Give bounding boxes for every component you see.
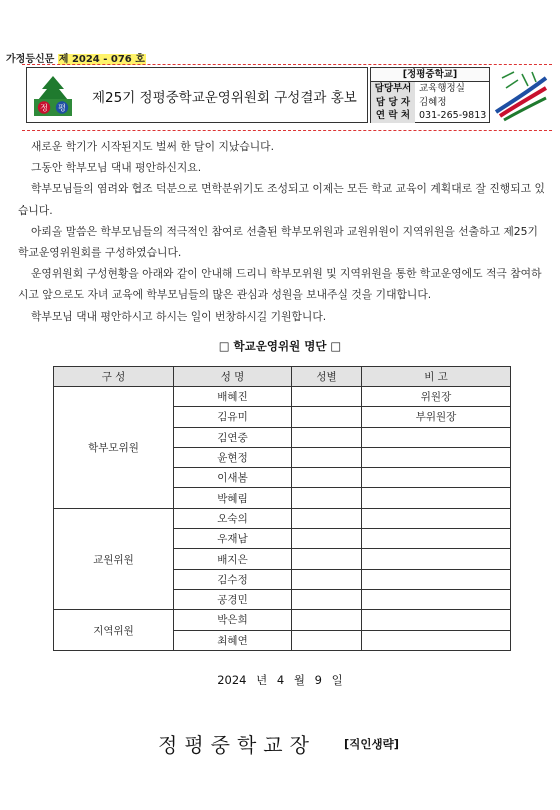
logo-char-left: 정	[40, 103, 48, 113]
logo-char-right: 평	[58, 103, 66, 113]
doc-number	[6, 50, 146, 65]
info-school: [정평중학교]	[371, 68, 489, 82]
member-name: 김유미	[174, 407, 292, 427]
member-name: 김연중	[174, 427, 292, 447]
member-note	[362, 630, 511, 650]
info-box	[370, 67, 490, 123]
info-label: 담당부서	[371, 82, 415, 96]
table-row	[54, 610, 511, 630]
table-row	[54, 387, 511, 407]
group-cell: 교원위원	[54, 508, 174, 609]
issue-date: 2024 년 4 월 9 일	[217, 673, 343, 687]
member-name: 이새봄	[174, 468, 292, 488]
member-note	[362, 589, 511, 609]
member-note	[362, 447, 511, 467]
paragraph: 그동안 학부모님 댁내 평안하신지요.	[31, 161, 202, 175]
member-gender	[292, 610, 362, 630]
member-gender	[292, 630, 362, 650]
emblem-icon	[492, 66, 550, 124]
info-label: 연 락 처	[371, 109, 415, 123]
info-row	[371, 82, 489, 96]
member-note	[362, 427, 511, 447]
member-note	[362, 529, 511, 549]
info-row	[371, 96, 489, 110]
paragraph: 새로운 학기가 시작된지도 벌써 한 달이 지났습니다.	[31, 140, 275, 153]
member-note: 부위원장	[362, 407, 511, 427]
info-value: 김혜정	[419, 96, 447, 108]
info-value: 031-265-9813	[419, 110, 487, 121]
group-cell: 지역위원	[54, 610, 174, 651]
info-value: 교육행정실	[419, 83, 465, 94]
member-note	[362, 549, 511, 569]
table-header-row	[54, 367, 511, 387]
member-gender	[292, 488, 362, 508]
member-note	[362, 488, 511, 508]
doc-number-value: 제 2024 - 076 호	[58, 54, 145, 65]
header-name: 성 명	[174, 367, 292, 387]
member-note	[362, 468, 511, 488]
header-note: 비 고	[362, 367, 511, 387]
member-gender	[292, 387, 362, 407]
member-note	[362, 610, 511, 630]
member-name: 배혜진	[174, 387, 292, 407]
signature-name: 정평중학교장	[158, 733, 316, 757]
member-name: 윤현정	[174, 447, 292, 467]
header-group: 구 성	[54, 367, 174, 387]
table-row	[54, 508, 511, 528]
member-note: 위원장	[362, 387, 511, 407]
member-name: 우재남	[174, 529, 292, 549]
paragraph: 운영위원회 구성현황을 아래와 같이 안내해 드리니 학부모위원 및 지역위원을 통한 학교운영에도 적극 참여하시고 앞으로도 자녀 교육에 학부모님들의 많은 관심과 성원을 보내주실 것을 기대합니다.	[18, 267, 542, 302]
member-name: 배지은	[174, 549, 292, 569]
doc-number-prefix: 가정등신문	[6, 54, 55, 65]
paragraph: 아뢰올 말씀은 학부모님들의 적극적인 참여로 선출된 학부모위원과 교원위원이 지역위원을 선출하고 제25기 학교운영위원회를 구성하였습니다.	[18, 224, 538, 260]
member-gender	[292, 508, 362, 528]
roster-table	[53, 366, 511, 651]
seal-omitted-note: [직인생략]	[344, 737, 399, 751]
member-name: 최혜연	[174, 630, 292, 650]
paragraph: 학부모님 댁내 평안하시고 하시는 일이 번창하시길 기원합니다.	[31, 309, 327, 323]
header-divider	[22, 130, 552, 131]
header-gender: 성별	[292, 367, 362, 387]
member-gender	[292, 549, 362, 569]
group-cell: 학부모위원	[54, 387, 174, 509]
paragraph: 학부모님들의 염려와 협조 덕분으로 면학분위기도 조성되고 이제는 모든 학교 교육이 계획대로 잘 진행되고 있습니다.	[18, 182, 545, 217]
member-name: 오숙의	[174, 508, 292, 528]
member-name: 박은희	[174, 610, 292, 630]
member-gender	[292, 569, 362, 589]
member-note	[362, 569, 511, 589]
member-gender	[292, 468, 362, 488]
letter-body	[18, 136, 546, 327]
info-row	[371, 109, 489, 123]
member-name: 김수정	[174, 569, 292, 589]
member-gender	[292, 427, 362, 447]
member-gender	[292, 529, 362, 549]
member-gender	[292, 447, 362, 467]
member-name: 공경민	[174, 589, 292, 609]
top-divider	[22, 64, 552, 65]
member-note	[362, 508, 511, 528]
school-logo-icon	[30, 73, 76, 119]
page-title: 제25기 정평중학교운영위원회 구성결과 홍보	[92, 90, 357, 106]
info-label: 담 당 자	[371, 96, 415, 110]
member-gender	[292, 589, 362, 609]
member-name: 박혜림	[174, 488, 292, 508]
roster-title: □ 학교운영위원 명단 □	[218, 339, 342, 353]
member-gender	[292, 407, 362, 427]
